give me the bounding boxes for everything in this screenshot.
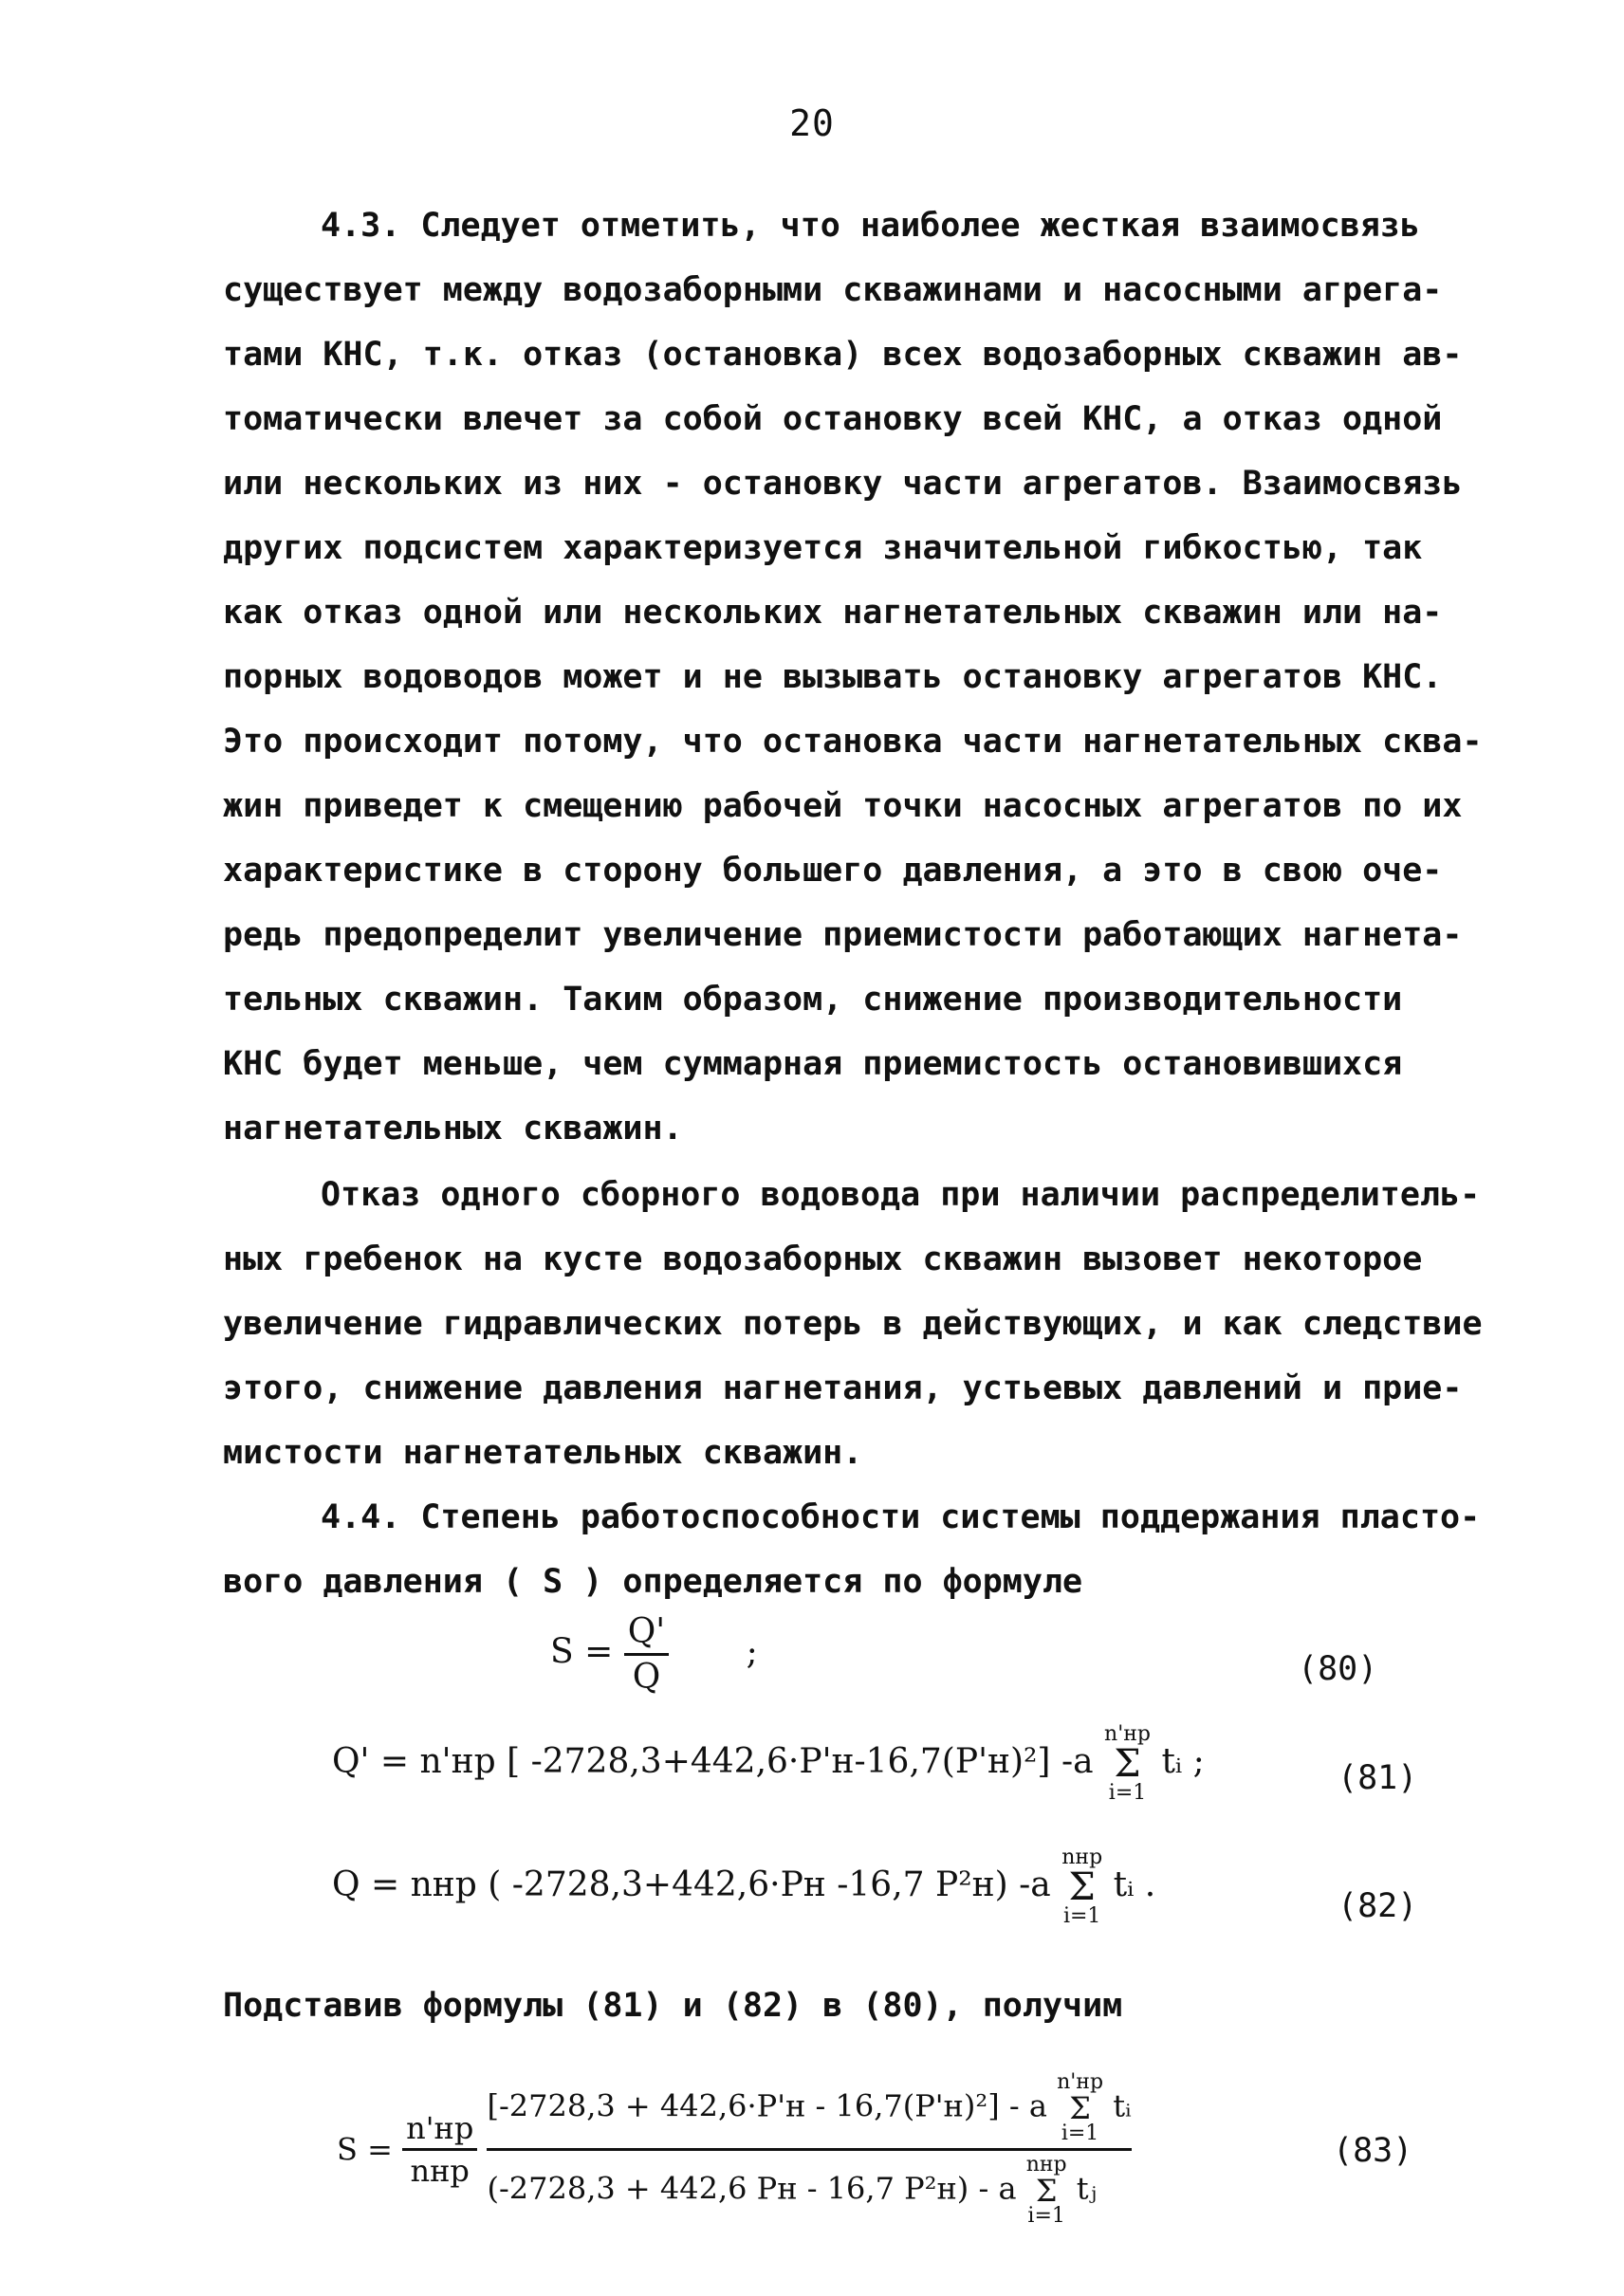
fraction bbox=[624, 1612, 669, 1697]
equation-number-80: (80) bbox=[1298, 1650, 1378, 1688]
eq-sign: = bbox=[370, 1865, 400, 1904]
denominator-body: (-2728,3 + 442,6 Pн - 16,7 P²н) - a bbox=[487, 2170, 1017, 2207]
summation bbox=[1057, 2072, 1103, 2144]
text-line: КНС будет меньше, чем суммарная приемистость остановившихся bbox=[223, 1045, 1403, 1083]
text-line: нагнетательных скважин. bbox=[223, 1110, 683, 1148]
sum-upper: n'нр bbox=[1057, 2070, 1104, 2094]
equation-number-83: (83) bbox=[1333, 2132, 1413, 2170]
prefactor-fraction bbox=[402, 2110, 477, 2189]
text-line: характеристике в сторону большего давления, а это в свою оче- bbox=[223, 852, 1443, 890]
fraction-numerator bbox=[487, 2072, 1131, 2151]
sigma-icon: Σ bbox=[1069, 2090, 1091, 2126]
sum-upper: nнр bbox=[1025, 2153, 1067, 2177]
fraction-numerator: Q' bbox=[624, 1612, 669, 1656]
sum-upper: n'нр bbox=[1104, 1722, 1151, 1746]
text-line: Отказ одного сборного водовода при наличии распределитель- bbox=[321, 1176, 1481, 1214]
text-line: этого, снижение давления нагнетания, устьевых давлений и прие- bbox=[223, 1369, 1463, 1407]
summation bbox=[1104, 1724, 1151, 1804]
eq-terminator: . bbox=[1144, 1865, 1156, 1904]
summation bbox=[1026, 2155, 1067, 2227]
page-number: 20 bbox=[789, 102, 835, 144]
fraction-denominator: Q bbox=[632, 1658, 661, 1697]
text-line: Подставив формулы (81) и (82) в (80), получим bbox=[223, 1987, 1123, 2025]
sum-term: tⱼ bbox=[1076, 2170, 1098, 2207]
eq-sign: = bbox=[379, 1742, 410, 1781]
eq-factor: n'нр bbox=[419, 1742, 496, 1781]
equation-80 bbox=[550, 1612, 758, 1697]
text-line: мистости нагнетательных скважин. bbox=[223, 1434, 863, 1472]
text-line: увеличение гидравлических потерь в действующих, и как следствие bbox=[223, 1305, 1483, 1343]
fraction-denominator: nнр bbox=[410, 2153, 470, 2189]
text-line: Это происходит потому, что остановка части нагнетательных сква- bbox=[223, 723, 1483, 761]
sum-term: tᵢ bbox=[1113, 1865, 1135, 1904]
eq-lhs: Q' bbox=[332, 1742, 370, 1781]
text-line: тельных скважин. Таким образом, снижение производительности bbox=[223, 981, 1403, 1019]
eq-lhs: S bbox=[337, 2131, 358, 2168]
text-line: тами КНС, т.к. отказ (остановка) всех водозаборных скважин ав- bbox=[223, 336, 1463, 374]
equation-81 bbox=[332, 1724, 1205, 1804]
eq-body: ( -2728,3+442,6·Pн -16,7 P²н) bbox=[488, 1865, 1008, 1904]
text-line: редь предопределит увеличение приемистости работающих нагнета- bbox=[223, 916, 1463, 954]
sum-term: tᵢ bbox=[1161, 1742, 1183, 1781]
text-line: существует между водозаборными скважинами и насосными агрега- bbox=[223, 271, 1443, 309]
text-line: вого давления ( S ) определяется по формуле bbox=[223, 1563, 1083, 1601]
text-line: томатически влечет за собой остановку всей КНС, а отказ одной bbox=[223, 400, 1443, 438]
text-line: как отказ одной или нескольких нагнетательных скважин или на- bbox=[223, 594, 1443, 632]
main-fraction bbox=[487, 2072, 1131, 2227]
fraction-numerator: n'нр bbox=[402, 2110, 477, 2151]
text-line: жин приведет к смещению рабочей точки насосных агрегатов по их bbox=[223, 787, 1463, 825]
text-line: ных гребенок на кусте водозаборных скважин вызовет некоторое bbox=[223, 1240, 1423, 1278]
eq-terminator: ; bbox=[1192, 1742, 1205, 1781]
text-line: или нескольких из них - остановку части агрегатов. Взаимосвязь bbox=[223, 465, 1463, 503]
eq-body: [ -2728,3+442,6·P'н-16,7(P'н)²] bbox=[507, 1742, 1051, 1781]
numerator-body: [-2728,3 + 442,6·P'н - 16,7(P'н)²] - a bbox=[487, 2087, 1047, 2124]
eq-terminator: ; bbox=[746, 1632, 758, 1672]
eq-sign: = bbox=[367, 2131, 393, 2168]
sigma-icon: Σ bbox=[1114, 1742, 1141, 1786]
text-line: порных водоводов может и не вызывать остановку агрегатов КНС. bbox=[223, 658, 1443, 696]
eq-lhs: Q bbox=[332, 1865, 360, 1904]
sum-lower: i=1 bbox=[1108, 1781, 1147, 1805]
sigma-icon: Σ bbox=[1035, 2173, 1058, 2209]
sum-lower: i=1 bbox=[1062, 1904, 1101, 1928]
summation bbox=[1061, 1847, 1102, 1927]
text-line: 4.3. Следует отметить, что наиболее жесткая взаимосвязь bbox=[321, 207, 1420, 245]
fraction-denominator bbox=[487, 2151, 1131, 2227]
equation-number-81: (81) bbox=[1338, 1759, 1418, 1797]
sum-lower: i=1 bbox=[1061, 2122, 1099, 2145]
eq-sign: = bbox=[584, 1632, 614, 1672]
eq-minus: -a bbox=[1061, 1742, 1094, 1781]
sigma-icon: Σ bbox=[1068, 1865, 1096, 1909]
text-line: других подсистем характеризуется значительной гибкостью, так bbox=[223, 529, 1423, 567]
sum-lower: i=1 bbox=[1027, 2204, 1065, 2228]
sum-upper: nнр bbox=[1061, 1846, 1103, 1869]
equation-number-82: (82) bbox=[1338, 1887, 1418, 1925]
sum-term: tᵢ bbox=[1113, 2087, 1132, 2124]
equation-82 bbox=[332, 1847, 1155, 1927]
equation-83 bbox=[337, 2072, 1132, 2227]
eq-lhs: S bbox=[550, 1632, 574, 1672]
eq-factor: nнр bbox=[410, 1865, 477, 1904]
eq-minus: -a bbox=[1019, 1865, 1051, 1904]
text-line: 4.4. Степень работоспособности системы поддержания пласто- bbox=[321, 1498, 1481, 1536]
